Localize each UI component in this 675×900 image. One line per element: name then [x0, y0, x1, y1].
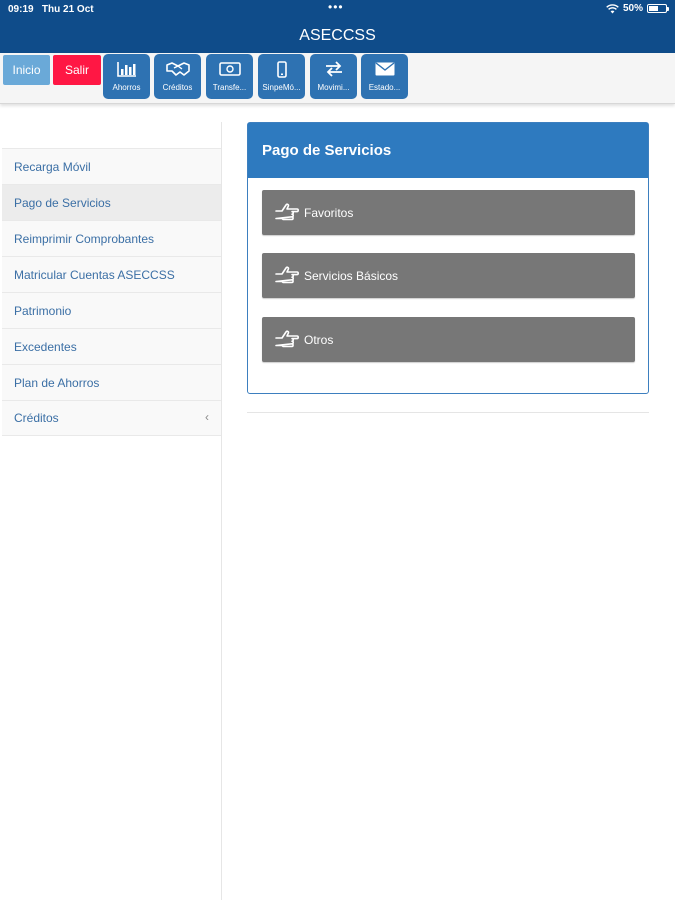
status-time: 09:19 Thu 21 Oct: [8, 4, 94, 15]
sidebar-item-label: Créditos: [14, 411, 59, 425]
app-title: ASECCSS: [299, 27, 376, 44]
wifi-icon: [606, 4, 619, 14]
envelope-icon: [375, 60, 395, 78]
creditos-button[interactable]: Créditos: [154, 54, 201, 99]
toolbar: [0, 53, 675, 104]
sidebar-menu: [2, 148, 221, 436]
sidebar-item-plan-de-ahorros[interactable]: Plan de Ahorros: [2, 364, 221, 400]
sidebar-item-reimprimir-comprobantes[interactable]: Reimprimir Comprobantes: [2, 220, 221, 256]
favoritos-button[interactable]: [262, 190, 635, 235]
battery-icon: [647, 4, 667, 13]
sidebar-item-recarga-movil[interactable]: Recarga Móvil: [2, 148, 221, 184]
movimientos-button[interactable]: Movimi...: [310, 54, 357, 99]
money-icon: [219, 60, 241, 78]
servicios-basicos-button[interactable]: [262, 253, 635, 298]
ahorros-button[interactable]: Ahorros: [103, 54, 150, 99]
sidebar-item-pago-de-servicios[interactable]: Pago de Servicios: [2, 184, 221, 220]
sidebar-item-creditos[interactable]: [2, 400, 221, 436]
handshake-icon: [166, 60, 190, 78]
app-header: [0, 0, 675, 53]
sidebar-item-patrimonio[interactable]: Patrimonio: [2, 292, 221, 328]
sidebar-item-matricular-cuentas[interactable]: Matricular Cuentas ASECCSS: [2, 256, 221, 292]
arrows-icon: [324, 60, 344, 78]
bar-chart-icon: [117, 60, 137, 78]
pointing-hand-icon: [274, 265, 300, 287]
sinpe-movil-button[interactable]: SinpeMó...: [258, 54, 305, 99]
mobile-icon: [277, 60, 287, 78]
otros-button[interactable]: [262, 317, 635, 362]
inicio-button[interactable]: Inicio: [3, 55, 50, 85]
pago-servicios-panel: [247, 122, 649, 394]
pointing-hand-icon: [274, 202, 300, 224]
panel-title: Pago de Servicios: [248, 123, 648, 178]
multitask-dots[interactable]: •••: [328, 0, 344, 14]
sidebar: [0, 122, 222, 900]
salir-button[interactable]: Salir: [53, 55, 101, 85]
otros-label: Otros: [304, 332, 334, 347]
chevron-left-icon: ‹: [205, 410, 209, 424]
content-divider: [247, 412, 649, 413]
sidebar-item-excedentes[interactable]: Excedentes: [2, 328, 221, 364]
transferencias-button[interactable]: Transfe...: [206, 54, 253, 99]
estado-cuenta-button[interactable]: Estado...: [361, 54, 408, 99]
status-indicators: [606, 3, 667, 14]
pointing-hand-icon: [274, 329, 300, 351]
battery-percent: 50%: [622, 3, 643, 14]
servicios-basicos-label: Servicios Básicos: [304, 268, 399, 283]
favoritos-label: Favoritos: [304, 205, 354, 220]
